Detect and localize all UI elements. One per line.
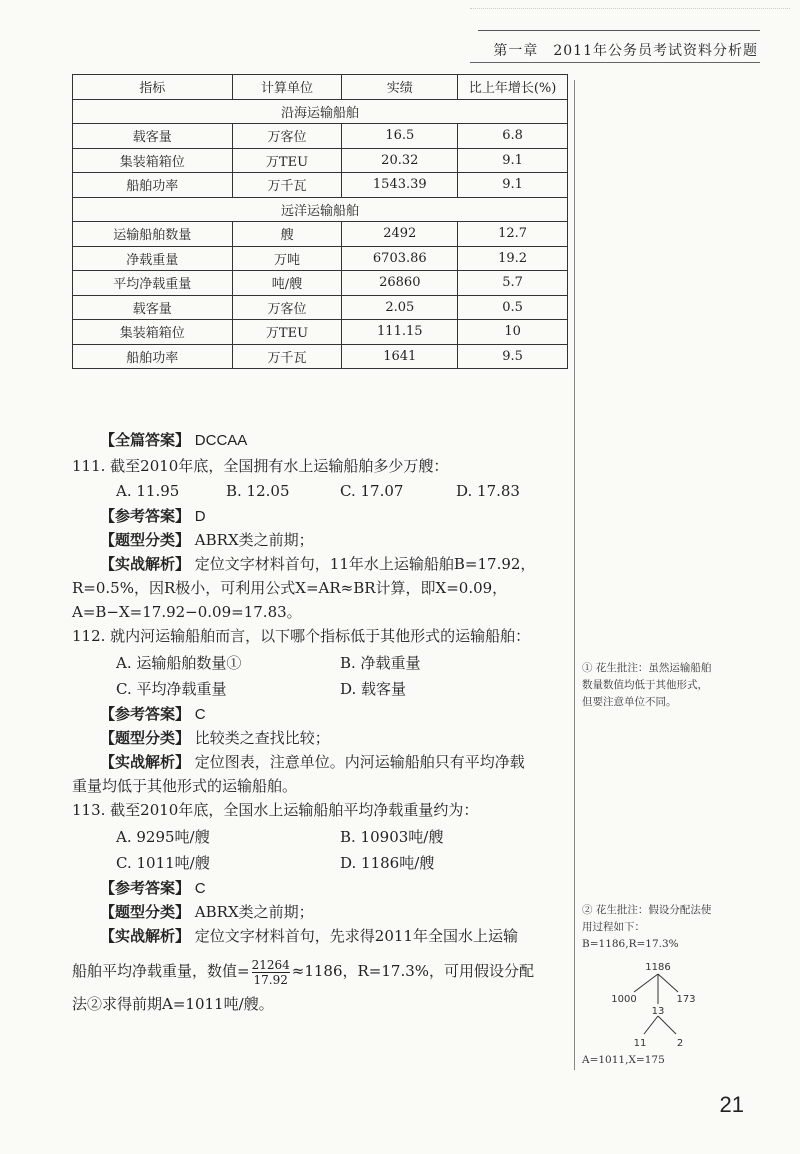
table-section-title: 沿海运输船舶	[73, 99, 568, 124]
option: B. 12.05	[226, 482, 290, 500]
type-label: 【题型分类】	[100, 531, 191, 549]
table-cell: 1543.39	[342, 173, 458, 198]
table-row	[73, 271, 568, 296]
table-row	[73, 320, 568, 345]
table-row	[73, 124, 568, 149]
table-cell: 5.7	[458, 271, 568, 296]
option: B. 净载重量	[340, 654, 421, 672]
table-header: 指标	[73, 75, 233, 100]
q111-answer	[100, 506, 206, 527]
table-cell: 6.8	[458, 124, 568, 149]
fraction-denominator: 17.92	[253, 972, 288, 987]
analysis-text: 定位文字材料首句，11年水上运输船舶B=17.92，	[194, 555, 536, 573]
answer-value: D	[194, 508, 206, 525]
table-header: 实绩	[342, 75, 458, 100]
q111-type	[100, 530, 314, 550]
analysis-text: 定位图表，注意单位。内河运输船舶只有平均净载	[194, 753, 525, 771]
analysis-text: ≈1186，R=17.3%，可用假设分配	[291, 962, 535, 980]
analysis-label: 【实战解析】	[100, 753, 191, 771]
answer-label: 【参考答案】	[100, 705, 191, 723]
header-rule	[478, 30, 760, 31]
analysis-text: 船舶平均净载重量，数值=	[72, 962, 250, 980]
option: C. 1011吨/艘	[116, 854, 210, 872]
tree-root: 1186	[645, 962, 671, 973]
table-cell: 万TEU	[232, 320, 342, 345]
note-line: 但要注意单位不同。	[582, 696, 677, 708]
table-cell: 20.32	[342, 148, 458, 173]
table-cell: 26860	[342, 271, 458, 296]
option: A. 11.95	[116, 482, 180, 500]
table-cell: 9.1	[458, 173, 568, 198]
table-cell: 10	[458, 320, 568, 345]
note-line: ① 花生批注：虽然运输船舶	[582, 662, 712, 674]
table-cell: 运输船舶数量	[73, 222, 233, 247]
table-cell: 万TEU	[232, 148, 342, 173]
tree-leaf-left: 11	[633, 1038, 647, 1049]
table-header-row	[73, 75, 568, 100]
running-header: 第一章 2011年公务员考试资料分析题	[493, 43, 758, 59]
option: C. 17.07	[340, 482, 404, 500]
table-row	[73, 295, 568, 320]
table-cell: 吨/艘	[232, 271, 342, 296]
q112-type	[100, 728, 330, 748]
margin-note-2	[582, 902, 772, 953]
answer-label: 【参考答案】	[100, 879, 191, 897]
option: D. 1186吨/艘	[340, 854, 435, 872]
answer-label: 【参考答案】	[100, 507, 191, 525]
q112-answer	[100, 704, 206, 725]
option: D. 载客量	[340, 680, 407, 698]
header-decoration	[470, 8, 790, 15]
note-line: B=1186,R=17.3%	[582, 938, 679, 950]
answer-value: C	[194, 880, 206, 897]
table-cell: 12.7	[458, 222, 568, 247]
header-underline	[470, 62, 760, 63]
table-cell: 1641	[342, 344, 458, 369]
table-header: 计算单位	[232, 75, 342, 100]
q113-analysis-2	[72, 956, 534, 987]
table-cell: 平均净载重量	[73, 271, 233, 296]
table-row	[73, 246, 568, 271]
page-number: 21	[719, 1092, 744, 1117]
table-cell: 9.5	[458, 344, 568, 369]
q113-analysis-3: 法②求得前期A=1011吨/艘。	[72, 995, 274, 1013]
tree-node-mid: 13	[651, 1006, 665, 1017]
table-cell: 6703.86	[342, 246, 458, 271]
tree-leaf-right: 2	[676, 1038, 684, 1049]
allocation-tree-diagram	[582, 958, 772, 1058]
question-113-stem: 113. 截至2010年底，全国水上运输船舶平均净载重量约为：	[72, 801, 479, 819]
table-row	[73, 222, 568, 247]
table-cell: 载客量	[73, 295, 233, 320]
option: A. 9295吨/艘	[116, 828, 210, 846]
q113-type	[100, 902, 314, 922]
full-answer-label: 【全篇答案】	[100, 431, 191, 449]
type-label: 【题型分类】	[100, 729, 191, 747]
tree-edge	[634, 974, 658, 992]
tree-edge	[658, 974, 678, 992]
margin-rule	[574, 80, 575, 1070]
type-label: 【题型分类】	[100, 903, 191, 921]
note-line: ② 花生批注：假设分配法使	[582, 904, 712, 916]
table-cell: 船舶功率	[73, 173, 233, 198]
type-value: ABRX类之前期；	[194, 903, 314, 921]
table-header: 比上年增长(%)	[458, 75, 568, 100]
option: A. 运输船舶数量①	[116, 654, 242, 672]
q113-analysis-1	[100, 926, 518, 946]
table-cell: 万客位	[232, 295, 342, 320]
q111-analysis-1	[100, 554, 535, 574]
q113-answer	[100, 878, 206, 899]
type-value: ABRX类之前期；	[194, 531, 314, 549]
table-row	[73, 344, 568, 369]
analysis-text: 定位文字材料首句，先求得2011年全国水上运输	[194, 927, 518, 945]
answer-value: C	[194, 706, 206, 723]
option: B. 10903吨/艘	[340, 828, 444, 846]
full-answer	[100, 430, 247, 451]
question-111-stem: 111. 截至2010年底，全国拥有水上运输船舶多少万艘：	[72, 457, 449, 475]
table-cell: 万千瓦	[232, 173, 342, 198]
analysis-label: 【实战解析】	[100, 555, 191, 573]
table-cell: 万吨	[232, 246, 342, 271]
analysis-label: 【实战解析】	[100, 927, 191, 945]
full-answer-value: DCCAA	[194, 432, 248, 449]
question-112-stem: 112. 就内河运输船舶而言，以下哪个指标低于其他形式的运输船舶：	[72, 627, 531, 645]
table-cell: 船舶功率	[73, 344, 233, 369]
note-line: 用过程如下：	[582, 921, 645, 933]
table-cell: 16.5	[342, 124, 458, 149]
table-cell: 艘	[232, 222, 342, 247]
q112-analysis-2: 重量均低于其他形式的运输船舶。	[72, 777, 298, 795]
table-cell: 载客量	[73, 124, 233, 149]
table-cell: 0.5	[458, 295, 568, 320]
margin-note-1	[582, 660, 772, 711]
tree-node-right: 173	[676, 994, 696, 1005]
type-value: 比较类之查找比较；	[194, 729, 330, 747]
table-cell: 2.05	[342, 295, 458, 320]
table-cell: 2492	[342, 222, 458, 247]
q111-analysis-2: R=0.5%，因R极小，可利用公式X=AR≈BR计算，即X=0.09，	[72, 579, 508, 597]
margin-note-2-result: A=1011,X=175	[582, 1054, 665, 1066]
option: C. 平均净载重量	[116, 680, 227, 698]
data-table	[72, 74, 568, 369]
tree-edge	[644, 1016, 658, 1034]
table-cell: 净载重量	[73, 246, 233, 271]
table-cell: 19.2	[458, 246, 568, 271]
q111-analysis-3: A=B−X=17.92−0.09=17.83。	[72, 603, 302, 621]
table-cell: 9.1	[458, 148, 568, 173]
q112-analysis-1	[100, 752, 525, 772]
tree-node-left: 1000	[611, 994, 637, 1005]
option: D. 17.83	[456, 482, 520, 500]
table-cell: 111.15	[342, 320, 458, 345]
table-cell: 万客位	[232, 124, 342, 149]
table-section-title: 远洋运输船舶	[73, 197, 568, 222]
table-cell: 集装箱箱位	[73, 148, 233, 173]
table-cell: 集装箱箱位	[73, 320, 233, 345]
table-row	[73, 173, 568, 198]
table-row	[73, 148, 568, 173]
note-line: 数量数值均低于其他形式，	[582, 679, 708, 691]
tree-edge	[658, 1016, 676, 1034]
fraction-numerator: 21264	[251, 957, 290, 972]
fraction	[252, 958, 290, 987]
table-cell: 万千瓦	[232, 344, 342, 369]
